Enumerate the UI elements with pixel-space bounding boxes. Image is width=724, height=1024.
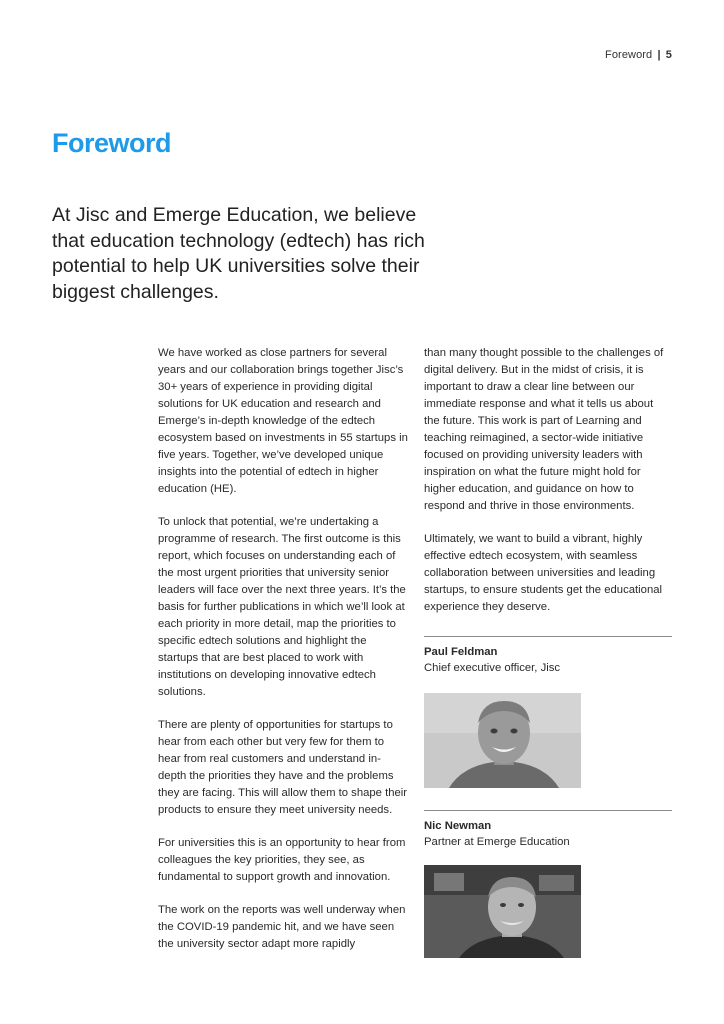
page-number: 5 [665,49,672,61]
paragraph: than many thought possible to the challenges of digital delivery. But in the midst of crisis, it is important to draw a clear line between our immediate response and what it tells us about the future. This work is part of Learning and teaching reimagined, a sector-wide initiative focused on providing university leaders with inspiration on what the future might hold for higher education, and guidance on how to respond and thrive in those environments. [424,347,664,512]
header-section: Foreword [605,49,653,61]
paragraph: We have worked as close partners for several years and our collaboration brings together Jisc’s 30+ years of experience in providing digital solutions for UK education and research and Emerge’s in-depth knowledge of the edtech ecosystem based on investments in 55 startups in five years. Together, we’ve developed unique insights into the potential of edtech in higher education (HE). [158,347,408,495]
signatory-paul-feldman [424,636,672,788]
page-header [605,49,672,61]
divider [424,810,672,811]
paragraph: The work on the reports was well underway when the COVID-19 pandemic hit, and we have seen the university sector adapt more rapidly [158,904,406,950]
body-column-left [158,345,408,969]
portrait-paul-feldman-image [424,693,581,788]
paragraph: Ultimately, we want to build a vibrant, highly effective edtech ecosystem, with seamless collaboration between universities and leading startups, to ensure students get the educational experience they deserve. [424,533,663,613]
signatory-name: Nic Newman [424,820,492,832]
body-column-right [424,345,672,958]
divider [424,636,672,637]
paragraph: To unlock that potential, we’re undertaking a programme of research. The first outcome is this report, which focuses on understanding each of the most urgent priorities that university senior leaders will face over the next three years. It’s the basis for further publications in which we’ll look at each priority in more detail, map the priorities to specific edtech solutions and highlight the startups that are best placed to work with institutions on developing innovative edtech solutions. [158,516,406,698]
paragraph: There are plenty of opportunities for startups to hear from each other but very few for them to hear from real customers and understand in-depth the priorities they have and the problems they are facing. This will allow them to shape their products to ensure they meet university needs. [158,719,408,816]
signatory-role: Chief executive officer, Jisc [424,662,561,674]
signatory-nic-newman [424,810,672,958]
header-separator: | [657,49,661,61]
portrait-photo [424,865,581,958]
portrait-photo [424,693,581,788]
signatory-role: Partner at Emerge Education [424,836,570,848]
intro-statement: At Jisc and Emerge Education, we believe that education technology (edtech) has rich potential to help UK universities solve their biggest challenges. [52,204,425,303]
page-title: Foreword [52,128,172,158]
signatory-name: Paul Feldman [424,646,498,658]
paragraph: For universities this is an opportunity to hear from colleagues the key priorities, they see, as fundamental to support growth and innovation. [158,837,406,883]
portrait-nic-newman-image [424,865,581,958]
